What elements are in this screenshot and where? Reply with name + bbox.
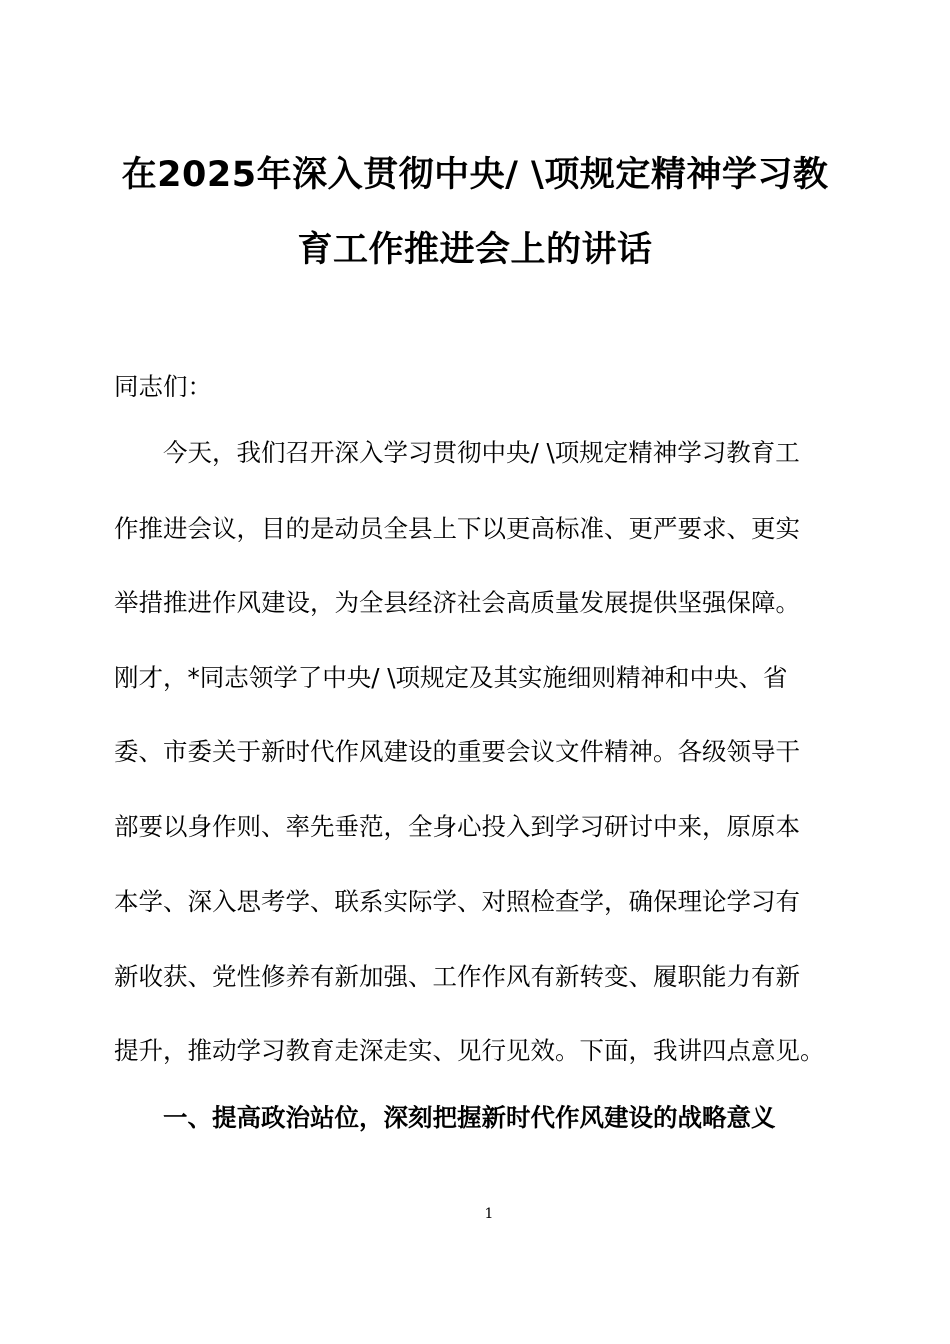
document-title-line-2: 育工作推进会上的讲话 [297, 230, 653, 270]
paragraph-line: 委、市委关于新时代作风建设的重要会议文件精神。各级领导干 [114, 737, 800, 766]
paragraph-line: 今天，我们召开深入学习贯彻中央/ \项规定精神学习教育工 [163, 438, 800, 467]
paragraph-line: 本学、深入思考学、联系实际学、对照检查学，确保理论学习有 [114, 887, 800, 916]
paragraph-line: 作推进会议，目的是动员全县上下以更高标准、更严要求、更实 [114, 514, 800, 543]
paragraph-line: 新收获、党性修养有新加强、工作作风有新转变、履职能力有新 [114, 962, 800, 991]
paragraph-line: 刚才，*同志领学了中央/ \项规定及其实施细则精神和中央、省 [114, 663, 788, 692]
page-number: 1 [484, 1206, 494, 1222]
document-title-line-1: 在2025年深入贯彻中央/ \项规定精神学习教 [121, 155, 829, 195]
salutation: 同志们： [114, 372, 212, 401]
paragraph-line: 举措推进作风建设，为全县经济社会高质量发展提供坚强保障。 [114, 588, 800, 617]
section-heading-1: 一、提高政治站位，深刻把握新时代作风建设的战略意义 [163, 1103, 776, 1132]
paragraph-line: 提升，推动学习教育走深走实、见行见效。下面，我讲四点意见。 [114, 1036, 825, 1065]
paragraph-line: 部要以身作则、率先垂范，全身心投入到学习研讨中来，原原本 [114, 812, 800, 841]
